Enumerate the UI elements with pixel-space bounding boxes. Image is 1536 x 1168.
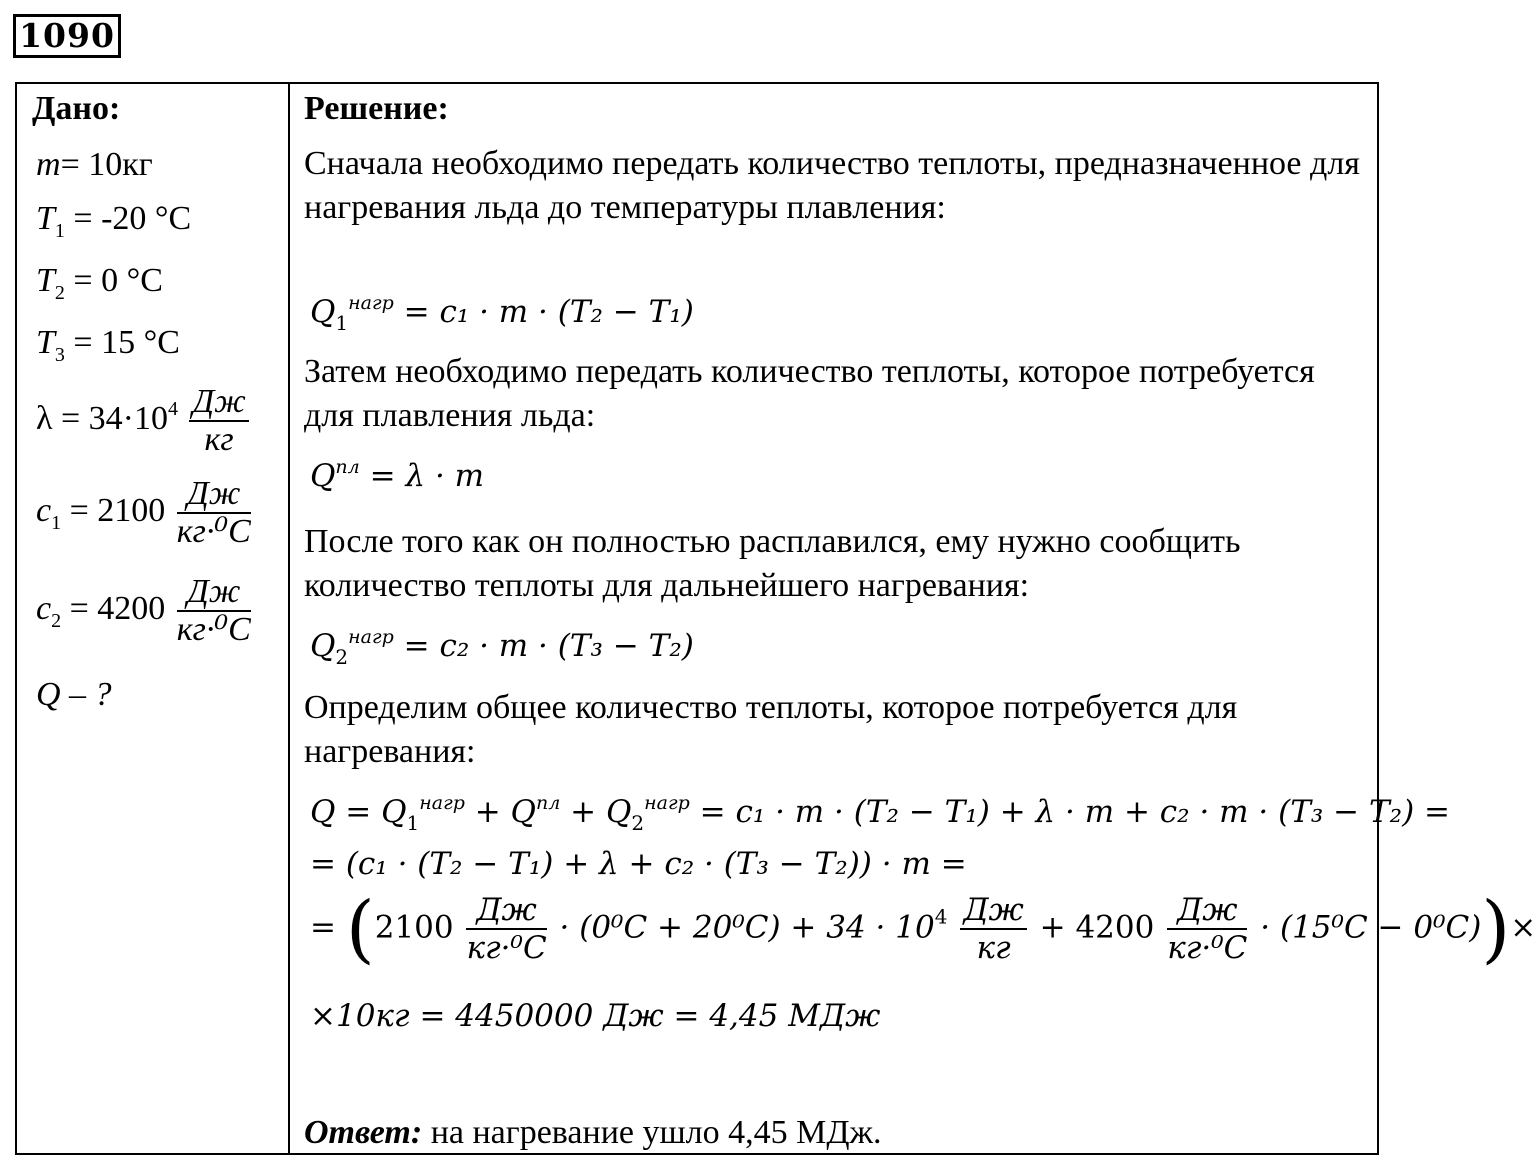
given-t1: $T_1 = -20$ °C bbox=[36, 200, 192, 242]
given-c1: $c_1 = 2100$ $\frac{Дж}{\text{кг·⁰C}}$ bbox=[36, 475, 251, 550]
answer: Ответ: на нагревание ушло 4,45 МДж. bbox=[304, 1114, 882, 1151]
paragraph-total: Определим общее количество теплоты, которое потребуется для нагревания: bbox=[304, 689, 1238, 770]
formula-qmelt: $Q^{пл} = \lambda \cdot m$ bbox=[310, 456, 485, 494]
formula-total-line3: = (2100 $\frac{Дж}{\text{кг·⁰C}}$ · $(0^0C + 20^0C) + 34 \cdot 10^4$ $\frac{Дж}{кг}$ + 4200 $\frac{Дж}{\text{кг·⁰C}}$ · (15⁰C − 0⁰C))× bbox=[310, 886, 1536, 972]
given-c2: $c_2 = 4200$ $\frac{Дж}{\text{кг·⁰C}}$ bbox=[36, 573, 251, 648]
formula-total-line2: = (c₁ · (T₂ − T₁) + λ + c₂ · (T₃ − T₂)) · m = bbox=[310, 846, 967, 882]
solution-table bbox=[15, 82, 1536, 1155]
given-header: Дано: bbox=[32, 90, 121, 127]
given-question: Q – ? bbox=[36, 676, 112, 713]
paragraph-melting: Затем необходимо передать количество теплоты, которое потребуется для плавления льда: bbox=[304, 353, 1315, 434]
formula-q1: $Q_1^{нагр} = c_1 \cdot m \cdot (T_2 - T_1)$ bbox=[310, 292, 694, 335]
solution-header: Решение: bbox=[304, 90, 449, 127]
solution-column bbox=[290, 84, 1536, 1153]
paragraph-heating-water: После того как он полностью расплавился, ему нужно сообщить количество теплоты для дальнейшего нагревания: bbox=[304, 523, 1241, 604]
given-column bbox=[17, 84, 288, 1153]
task-number: 1090 bbox=[13, 14, 121, 58]
paragraph-heating-ice: Сначала необходимо передать количество теплоты, предназначенное для нагревания льда до температуры плавления: bbox=[304, 145, 1360, 226]
given-lambda: $\lambda = 34\cdot 10^4$ $\frac{Дж}{кг}$ bbox=[36, 384, 252, 458]
formula-total-line1: $Q = Q_1^{нагр} + Q^{пл} + Q_2^{нагр} = c_1 \cdot m \cdot (T_2 - T_1) + \lambda \cdot m + c_2 \cdot m \cdot (T_3 - T_2)$ = bbox=[310, 792, 1451, 835]
formula-q2: $Q_2^{нагр} = c_2 \cdot m \cdot (T_3 - T_2)$ bbox=[310, 626, 694, 669]
given-t3: $T_3 = 15$ °C bbox=[36, 324, 180, 366]
given-mass: m= 10кг bbox=[36, 146, 153, 183]
formula-total-result: ×10кг = 4450000 Дж = 4,45 МДж bbox=[310, 998, 881, 1034]
given-t2: $T_2 = 0$ °C bbox=[36, 262, 163, 304]
